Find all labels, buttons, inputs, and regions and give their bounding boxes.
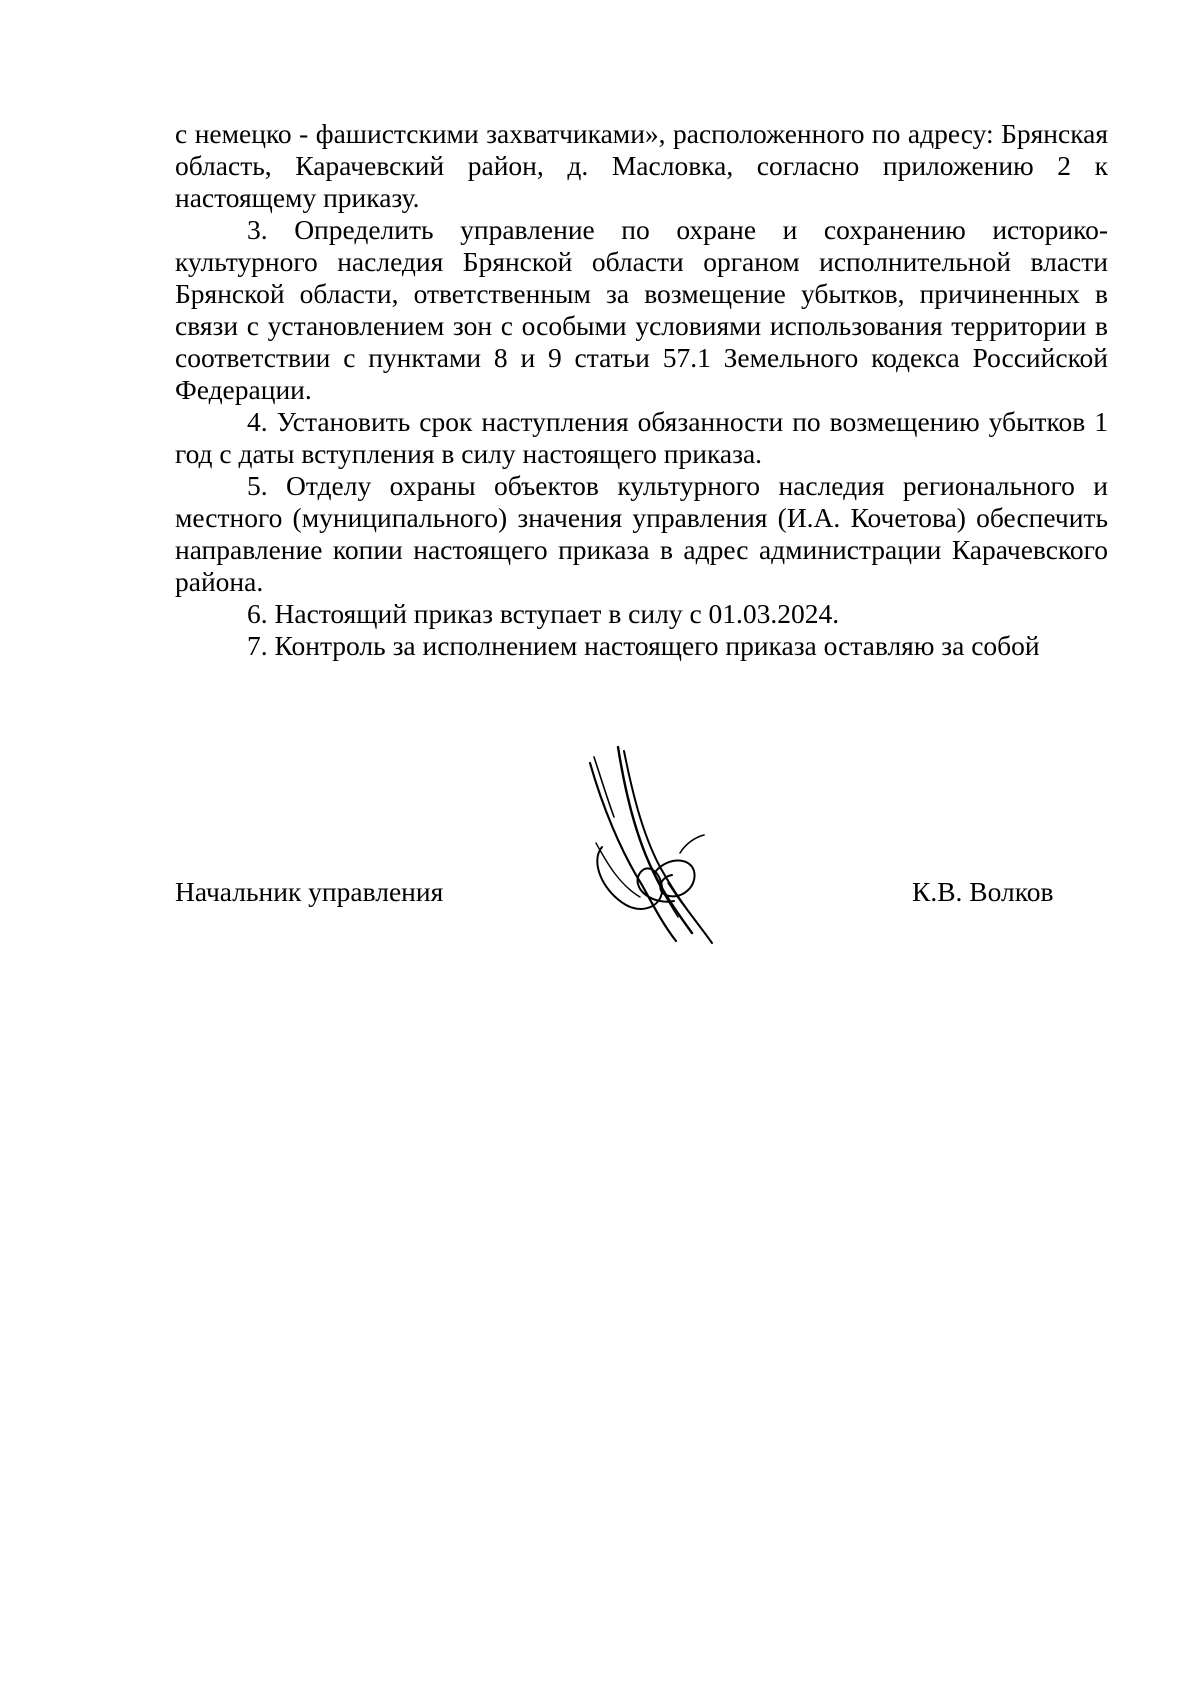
paragraph-item-3: 3. Определить управление по охране и сохранению историко-культурного наследия Брянской области органом исполнительной власти Брянской области, ответственным за возмещение убытков, причиненных в связи с установлением зон с особыми условиями использования территории в соответствии с пунктами 8 и 9 статьи 57.1 Земельного кодекса Российской Федерации. <box>175 214 1108 405</box>
paragraph-item-5: 5. Отделу охраны объектов культурного наследия регионального и местного (муниципального) значения управления (И.А. Кочетова) обеспечить направление копии настоящего приказа в адрес администрации Карачевского района. <box>175 470 1108 597</box>
document-body <box>175 118 1108 662</box>
paragraph-item-4: 4. Установить срок наступления обязанности по возмещению убытков 1 год с даты вступления в силу настоящего приказа. <box>175 406 1108 469</box>
paragraph-continuation: с немецко - фашистскими захватчиками», расположенного по адресу: Брянская область, Карачевский район, д. Масловка, согласно приложению 2 к настоящему приказу. <box>175 118 1108 213</box>
handwritten-signature <box>580 745 740 955</box>
signer-name: К.В. Волков <box>912 876 1054 907</box>
signer-position: Начальник управления <box>175 876 444 907</box>
paragraph-item-6: 6. Настоящий приказ вступает в силу с 01.03.2024. <box>247 598 840 629</box>
paragraph-item-7: 7. Контроль за исполнением настоящего приказа оставляю за собой <box>247 630 1040 661</box>
